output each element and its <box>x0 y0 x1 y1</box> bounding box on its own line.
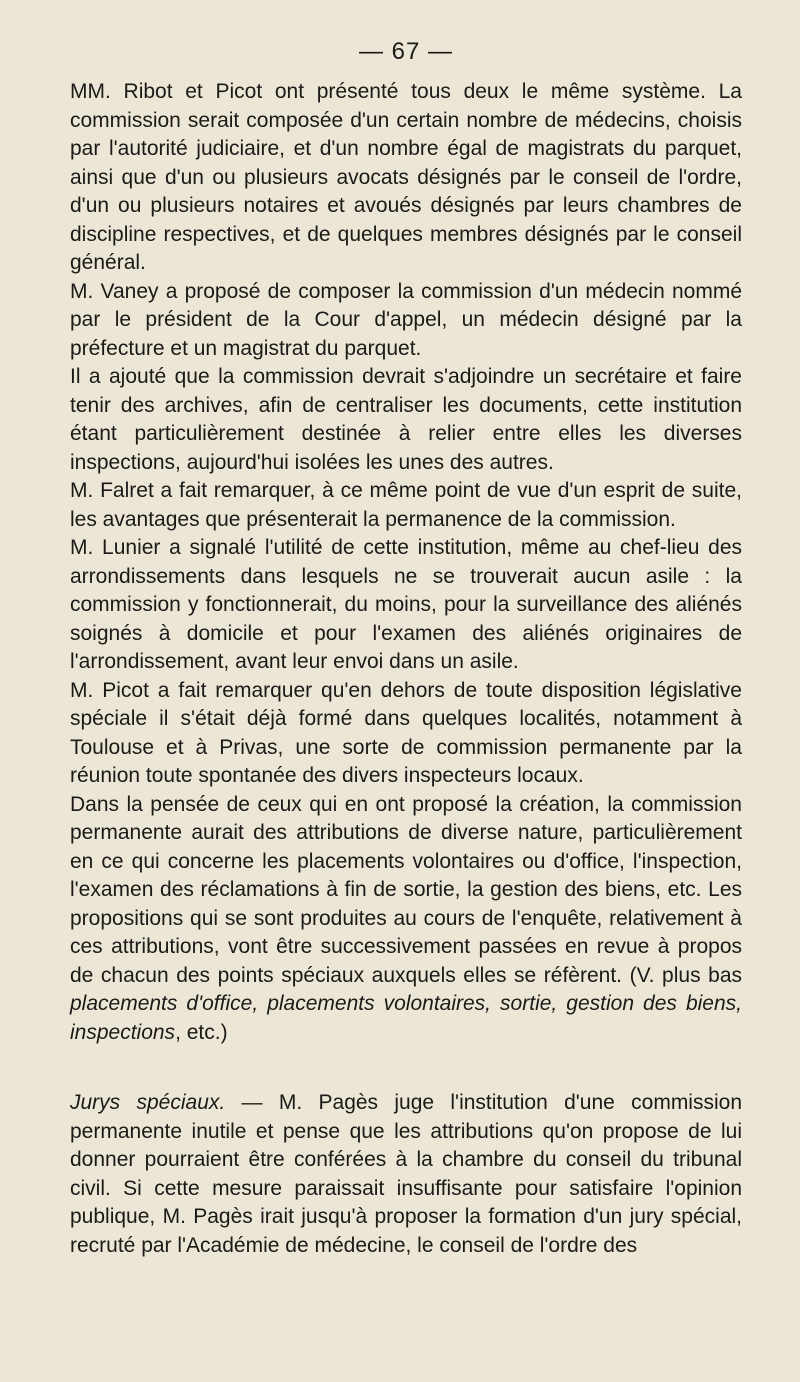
paragraph-jurys-text: — M. Pagès juge l'institution d'une commission permanente inutile et pense que les attributions qu'on propose de lui donner pourraient être conférées à la chambre du conseil du tribunal civil. Si cette mesure paraissait insuffisante pour satisfaire l'opinion publique, M. Pagès irait jusqu'à proposer la formation d'un jury spécial, recruté par l'Académie de médecine, le conseil de l'ordre des <box>70 1091 742 1257</box>
section-heading-jurys: Jurys spéciaux. <box>70 1091 226 1114</box>
see-also-close: , etc.) <box>175 1020 228 1044</box>
section-gap <box>70 1047 742 1089</box>
paragraph-lunier: M. Lunier a signalé l'utilité de cette institution, même au chef-lieu des arrondissements dans lesquels ne se trouverait aucun asile : la commission y fonctionnerait, du moins, pour la surveillance des aliénés soignés à domicile et pour l'examen des aliénés originaires de l'arrondissement, avant leur envoi dans un asile. <box>70 536 742 673</box>
paragraph-vaney: M. Vaney a proposé de composer la commission d'un médecin nommé par le président de la Cour d'appel, un médecin désigné par la préfecture et un magistrat du parquet. <box>70 279 742 360</box>
paragraph-falret: M. Falret a fait remarquer, à ce même point de vue d'un esprit de suite, les avantages que présenterait la permanence de la commission. <box>70 479 742 531</box>
paragraph-picot: M. Picot a fait remarquer qu'en dehors de toute disposition législative spéciale il s'était déjà formé dans quelques localités, notamment à Toulouse et à Privas, une sorte de commission permanente par la réunion toute spontanée des divers inspecteurs locaux. <box>70 678 742 787</box>
see-also-open: (V. plus bas <box>629 963 742 987</box>
see-also-topics: placements d'office, placements volontaires, sortie, gestion des biens, inspections <box>70 992 742 1044</box>
paragraph-ribot-picot: MM. Ribot et Picot ont présenté tous deux le même système. La commission serait composée d'un certain nombre de médecins, choisis par l'autorité judiciaire, et d'un nombre égal de magistrats du parquet, ainsi que d'un ou plusieurs avocats désignés par le conseil de l'ordre, d'un ou plusieurs notaires et avoués désignés par leurs chambres de discipline respectives, et de quelques membres désignés par le conseil général. <box>70 80 742 274</box>
paragraph-jurys <box>70 1089 742 1260</box>
paragraph-pensee-text: Dans la pensée de ceux qui en ont proposé la création, la commission permanente aurait des attributions de diverse nature, particulièrement en ce qui concerne les placements volontaires ou d'office, l'inspection, l'examen des réclamations à fin de sortie, la gestion des biens, etc. Les propositions qui se sont produites au cours de l'enquête, relativement à ces attributions, vont être successivement passées en revue à propos de chacun des points spéciaux auxquels elles se réfèrent. <box>70 792 742 987</box>
paragraph-secretaire: Il a ajouté que la commission devrait s'adjoindre un secrétaire et faire tenir des archives, afin de centraliser les documents, cette institution étant particulièrement destinée à relier entre elles les diverses inspections, aujourd'hui isolées les unes des autres. <box>70 365 742 474</box>
page-number: — 67 — <box>358 38 454 65</box>
paragraph-pensee <box>70 791 742 1048</box>
